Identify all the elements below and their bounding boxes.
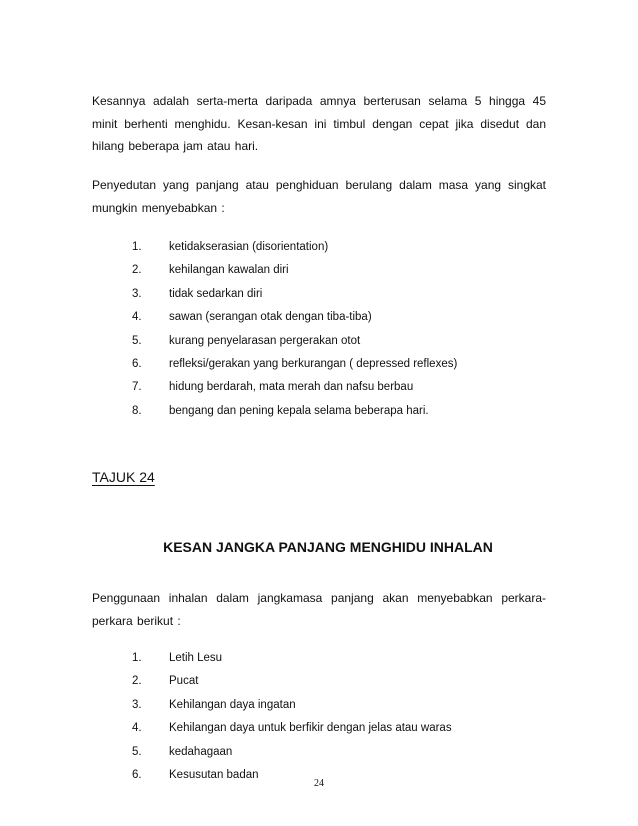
list-item <box>132 400 457 423</box>
list-item-text: Kehilangan daya untuk berfikir dengan jelas atau waras <box>169 722 452 735</box>
list-item-number: 5. <box>132 745 142 758</box>
list-item-text: sawan (serangan otak dengan tiba-tiba) <box>169 311 372 324</box>
list-item-number: 8. <box>132 404 142 417</box>
paragraph-long-term-use: Penggunaan inhalan dalam jangkamasa panjang akan menyebabkan perkara-perkara berikut : <box>92 591 546 628</box>
list-item-number: 6. <box>132 768 142 781</box>
list-item-number: 2. <box>132 264 142 277</box>
list-item <box>132 717 452 740</box>
section-heading: TAJUK 24 <box>92 469 155 485</box>
list-item <box>132 353 457 376</box>
list-item-number: 4. <box>132 722 142 735</box>
list-item-number: 4. <box>132 311 142 324</box>
list-item <box>132 330 457 353</box>
list-item-text: ketidakserasian (disorientation) <box>169 241 329 253</box>
long-term-effects-list <box>132 647 452 787</box>
list-item <box>132 741 452 764</box>
list-item <box>132 306 457 329</box>
list-item <box>132 670 452 693</box>
list-item-number: 3. <box>132 287 142 300</box>
list-item-number: 2. <box>132 675 142 688</box>
list-item-text: refleksi/gerakan yang berkurangan ( depressed reflexes) <box>169 357 458 370</box>
list-item-text: Letih Lesu <box>169 652 223 664</box>
page-number: 24 <box>314 778 324 789</box>
list-item-text: hidung berdarah, mata merah dan nafsu berbau <box>169 381 414 394</box>
list-item-text: kehilangan kawalan diri <box>169 264 289 277</box>
list-item-text: Pucat <box>169 675 199 688</box>
list-item-number: 6. <box>132 357 142 370</box>
list-item <box>132 236 457 259</box>
list-item <box>132 376 457 399</box>
list-item-number: 3. <box>132 698 142 711</box>
list-item-text: kedahagaan <box>169 745 233 758</box>
paragraph-repeated-inhalation: Penyedutan yang panjang atau penghiduan berulang dalam masa yang singkat mungkin menyebabkan : <box>92 178 546 215</box>
section-title: KESAN JANGKA PANJANG MENGHIDU INHALAN <box>163 539 493 555</box>
list-item <box>132 647 452 670</box>
list-item <box>132 283 457 306</box>
list-item <box>132 694 452 717</box>
list-item-text: Kehilangan daya ingatan <box>169 698 296 711</box>
paragraph-effects-duration: Kesannya adalah serta-merta daripada amnya berterusan selama 5 hingga 45 minit berhenti menghidu. Kesan-kesan ini timbul dengan cepat jika disedut dan hilang beberapa jam atau hari. <box>92 94 546 153</box>
short-term-effects-list <box>132 236 457 423</box>
list-item-number: 7. <box>132 381 142 394</box>
list-item-text: bengang dan pening kepala selama beberapa hari. <box>169 404 429 417</box>
list-item-text: Kesusutan badan <box>169 768 259 781</box>
list-item-number: 1. <box>132 241 142 253</box>
list-item-text: tidak sedarkan diri <box>169 287 263 300</box>
list-item <box>132 259 457 282</box>
list-item-number: 5. <box>132 334 142 347</box>
list-item-number: 1. <box>132 652 142 664</box>
list-item-text: kurang penyelarasan pergerakan otot <box>169 334 361 347</box>
